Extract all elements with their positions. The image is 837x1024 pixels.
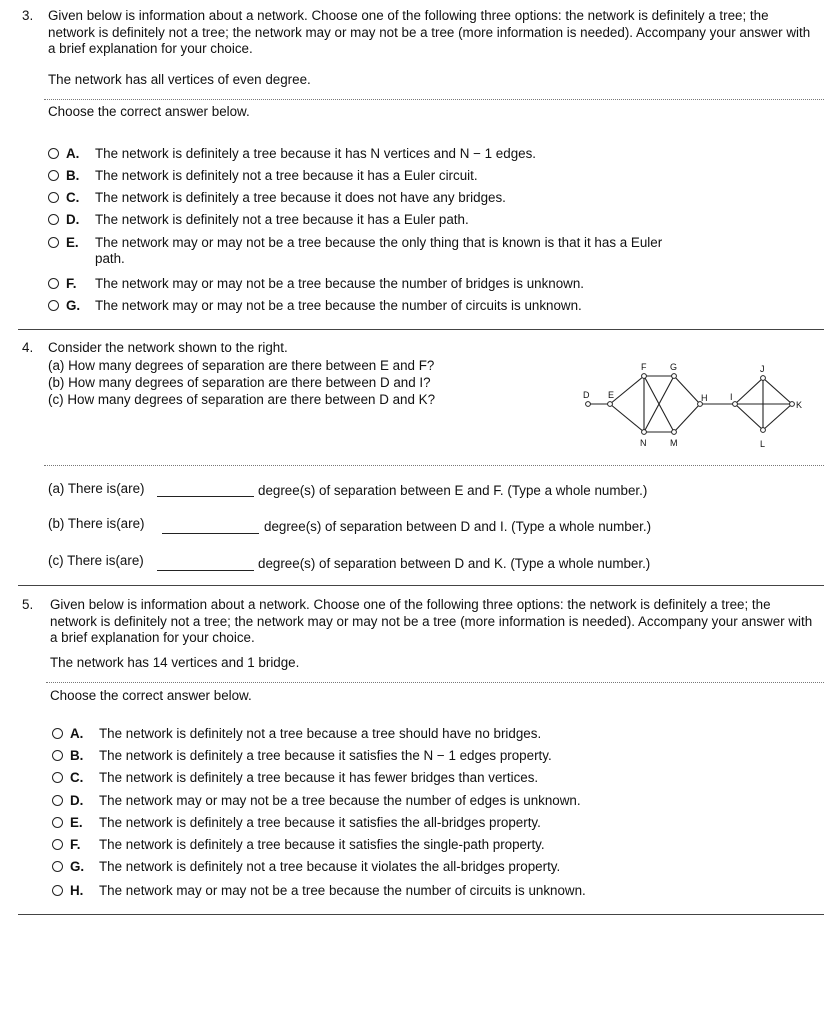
option-text: The network is definitely a tree because it has fewer bridges than vertices. [99,770,539,785]
answer-label: (a) There is(are) [48,481,145,496]
radio-button[interactable] [52,861,63,872]
edge-i-j [735,378,763,404]
edge-m-h [674,404,700,432]
label-m: M [670,438,678,448]
label-f: F [641,362,647,372]
choose-instruction: Choose the correct answer below. [48,104,250,119]
answer-input-c[interactable] [157,570,254,571]
divider [46,682,824,683]
option-letter: G. [66,298,81,313]
graph-edges [588,376,792,432]
option-text: The network may or may not be a tree because the number of bridges is unknown. [95,276,585,291]
label-e: E [608,390,615,400]
radio-button[interactable] [48,170,59,181]
vertex-n [642,430,647,435]
edge-e-n [610,404,644,432]
option-text: The network is definitely not a tree because it has a Euler circuit. [95,168,478,183]
option-text: The network may or may not be a tree because the number of circuits is unknown. [99,883,586,898]
part-c-question: (c) How many degrees of separation are there between D and K? [48,392,436,407]
answer-tail: degree(s) of separation between D and I. (Type a whole number.) [264,519,652,534]
answer-label: (b) There is(are) [48,516,145,531]
given-statement: The network has 14 vertices and 1 bridge. [50,655,300,670]
option-text: The network may or may not be a tree because the number of circuits is unknown. [95,298,582,313]
question-prompt: Given below is information about a network. Choose one of the following three options: the network is definitely a tree; the network is definitely not a tree; the network may or may not be a tree (more information is needed). Accompany your answer with a brief explanation for your choice. [48,8,811,56]
vertex-f [642,374,647,379]
given-statement: The network has all vertices of even degree. [48,72,311,87]
answer-input-b[interactable] [162,533,259,534]
option-letter: E. [66,235,79,250]
option-letter: H. [70,883,84,898]
edge-l-k [763,404,792,430]
label-n: N [640,438,647,448]
option-text: The network is definitely not a tree because it has a Euler path. [95,212,469,227]
radio-button[interactable] [52,772,63,783]
radio-button[interactable] [52,795,63,806]
radio-button[interactable] [52,750,63,761]
option-letter: A. [66,146,80,161]
answer-tail: degree(s) of separation between D and K. (Type a whole number.) [258,556,651,571]
option-letter: F. [66,276,77,291]
label-d: D [583,390,590,400]
option-text: The network is definitely a tree because it has N vertices and N − 1 edges. [95,146,537,161]
question-intro: Consider the network shown to the right. [48,340,288,355]
label-h: H [701,393,708,403]
divider [44,465,824,466]
option-letter: B. [70,748,84,763]
edge-j-k [763,378,792,404]
option-text: The network is definitely not a tree because a tree should have no bridges. [99,726,542,741]
section-divider [18,585,824,586]
network-graph [570,358,810,453]
question-prompt: Given below is information about a network. Choose one of the following three options: the network is definitely a tree; the network is definitely not a tree; the network may or may not be a tree (more information is needed). Accompany your answer with a brief explanation for your choice. [50,597,813,645]
vertex-i [733,402,738,407]
option-letter: C. [66,190,80,205]
edge-g-h [674,376,700,404]
answer-input-a[interactable] [157,496,254,497]
option-letter: C. [70,770,84,785]
edge-i-l [735,404,763,430]
radio-button[interactable] [48,148,59,159]
choose-instruction: Choose the correct answer below. [50,688,252,703]
label-l: L [760,439,766,449]
part-a-question: (a) How many degrees of separation are there between E and F? [48,358,435,373]
option-letter: F. [70,837,81,852]
option-letter: A. [70,726,84,741]
option-letter: D. [70,793,84,808]
option-text: The network is definitely not a tree because it violates the all-bridges property. [99,859,561,874]
section-divider [18,329,824,330]
radio-button[interactable] [48,192,59,203]
vertex-m [672,430,677,435]
vertex-l [761,428,766,433]
option-text: The network may or may not be a tree because the only thing that is known is that it has a Euler path. [95,235,663,266]
vertex-d [586,402,591,407]
divider [44,99,824,100]
section-divider [18,914,824,915]
radio-button[interactable] [52,817,63,828]
option-text: The network is definitely a tree because it satisfies the single-path property. [99,837,545,852]
label-g: G [670,362,678,372]
radio-button[interactable] [48,300,59,311]
question-number: 3. [22,8,34,23]
part-b-question: (b) How many degrees of separation are there between D and I? [48,375,431,390]
option-letter: E. [70,815,83,830]
radio-button[interactable] [48,237,59,248]
question-number: 4. [22,340,34,355]
radio-button[interactable] [48,278,59,289]
option-letter: D. [66,212,80,227]
question-number: 5. [22,597,34,612]
radio-button[interactable] [52,885,63,896]
edge-e-f [610,376,644,404]
option-text: The network is definitely a tree because it satisfies the all-bridges property. [99,815,541,830]
option-text: The network is definitely a tree because it satisfies the N − 1 edges property. [99,748,552,763]
option-letter: G. [70,859,85,874]
vertex-k [790,402,795,407]
label-i: I [730,392,733,402]
label-k: K [796,400,803,410]
radio-button[interactable] [52,728,63,739]
vertex-e [608,402,613,407]
answer-tail: degree(s) of separation between E and F. (Type a whole number.) [258,483,648,498]
radio-button[interactable] [48,214,59,225]
label-j: J [760,364,765,374]
vertex-g [672,374,677,379]
radio-button[interactable] [52,839,63,850]
option-text: The network is definitely a tree because it does not have any bridges. [95,190,506,205]
vertex-j [761,376,766,381]
option-letter: B. [66,168,80,183]
answer-label: (c) There is(are) [48,553,144,568]
option-text: The network may or may not be a tree because the number of edges is unknown. [99,793,581,808]
